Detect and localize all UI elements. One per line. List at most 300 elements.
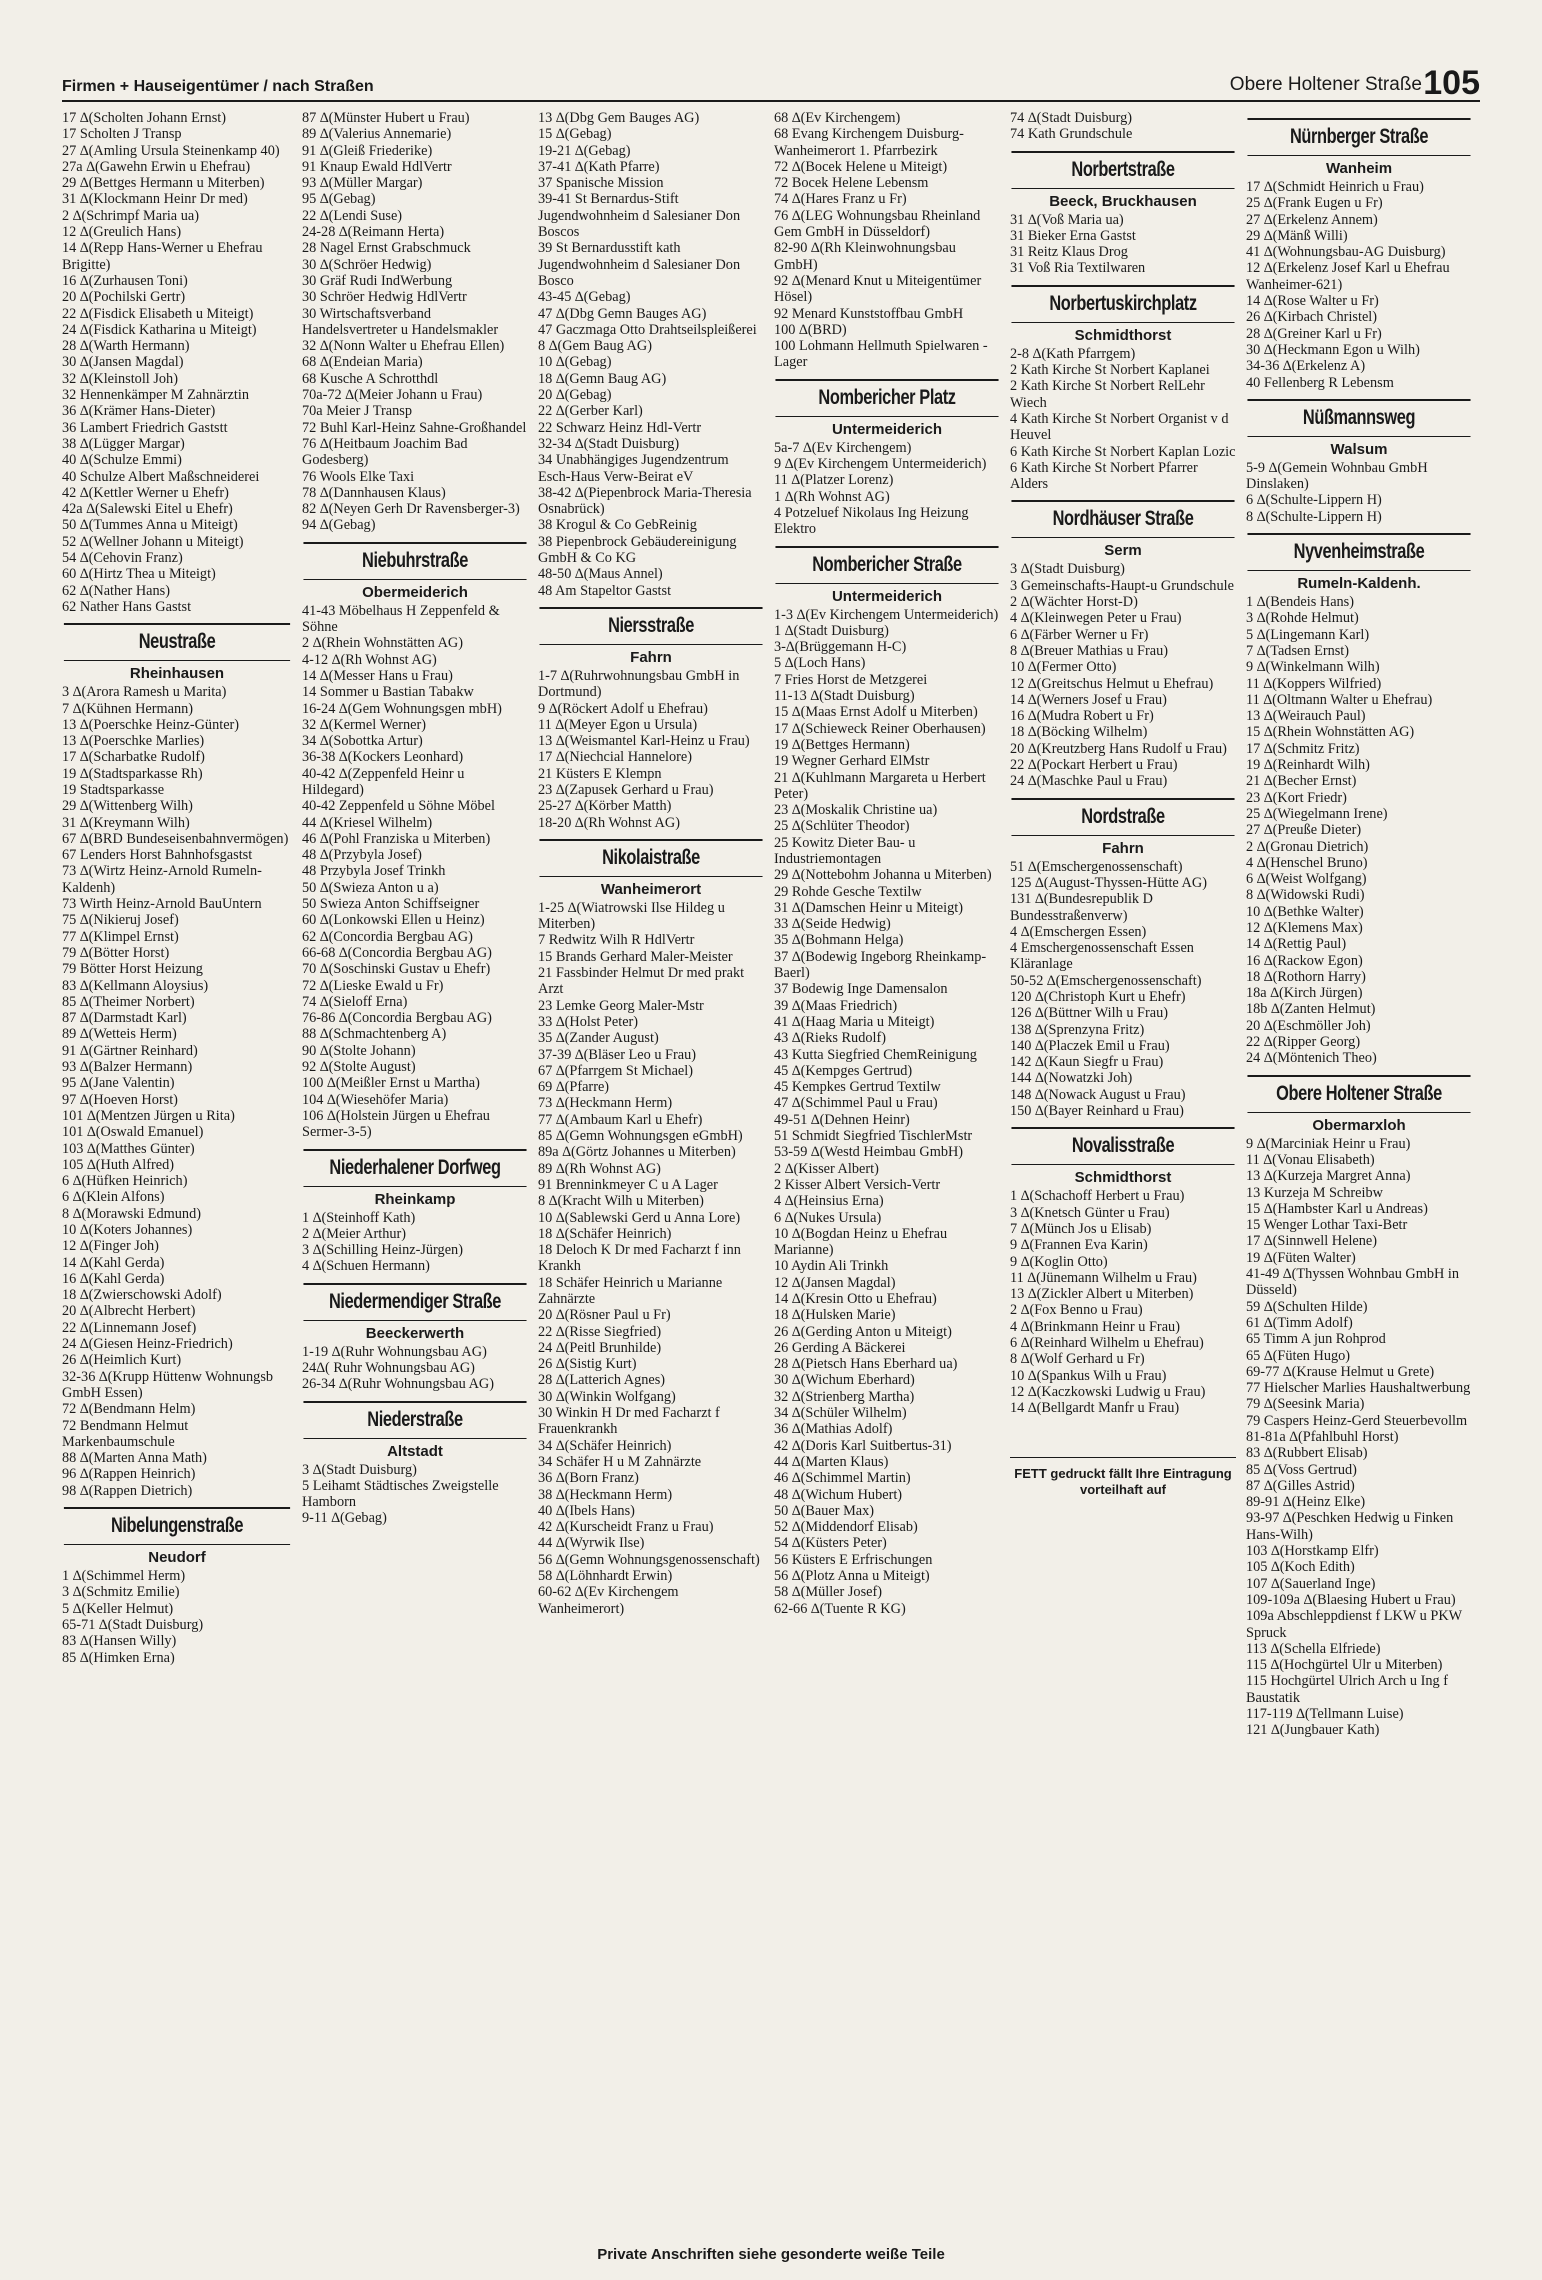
directory-entry: 4 ∆(Emschergen Essen) (1010, 923, 1147, 940)
directory-entry: 21 Fassbinder Helmut Dr med prakt Arzt (538, 965, 745, 998)
directory-entry: 26 ∆(Kirbach Christel) (1246, 309, 1378, 326)
directory-entry: 34 ∆(Schüler Wilhelm) (774, 1405, 907, 1422)
directory-entry: 10 Aydin Ali Trinkh (774, 1258, 889, 1275)
directory-entry: 2 ∆(Fox Benno u Frau) (1010, 1302, 1143, 1319)
directory-entry: 33 ∆(Seide Hedwig) (774, 916, 891, 933)
directory-entry: 6 ∆(Nukes Ursula) (774, 1209, 882, 1226)
street-title: Novalisstraße (1011, 1127, 1234, 1165)
directory-entry: 67 ∆(Pfarrgem St Michael) (538, 1062, 693, 1079)
directory-entry: 1 ∆(Rh Wohnst AG) (774, 488, 890, 505)
directory-entry: 2 Kath Kirche St Norbert RelLehr Wiech (1010, 378, 1205, 411)
directory-entry: 2 ∆(Gronau Dietrich) (1246, 838, 1369, 855)
directory-entry: 38 Krogul & Co GebReinig (538, 517, 697, 534)
directory-entry: 4 ∆(Henschel Bruno) (1246, 854, 1368, 871)
directory-entry: 37 Spanische Mission (538, 175, 664, 192)
directory-entry: 82 ∆(Neyen Gerh Dr Ravensberger-3) (302, 501, 520, 518)
directory-entry: 19-21 ∆(Gebag) (538, 142, 631, 159)
directory-entry: 10 ∆(Koters Johannes) (62, 1222, 193, 1238)
directory-entry: 20 ∆(Eschmöller Joh) (1246, 1017, 1371, 1034)
directory-entry: 106 ∆(Holstein Jürgen u Ehefrau Sermer-3-5) (302, 1107, 490, 1141)
directory-entry: 5 ∆(Loch Hans) (774, 655, 866, 672)
street-title: Niedermendiger Straße (303, 1283, 526, 1321)
district-label: Untermeiderich (831, 420, 943, 438)
directory-entry: 25 ∆(Frank Eugen u Fr) (1246, 195, 1383, 212)
directory-entry: 34 ∆(Schäfer Heinrich) (538, 1437, 672, 1454)
directory-entry: 25 ∆(Schlüter Theodor) (774, 818, 910, 835)
bold-print-note: FETT gedruckt fällt Ihre Eintragung vorteilhaft auf (1010, 1457, 1236, 1498)
directory-entry: 30 ∆(Jansen Magdal) (62, 354, 184, 371)
directory-entry: 50-52 ∆(Emschergenossenschaft) (1010, 972, 1202, 989)
street-title: Niebuhrstraße (303, 542, 526, 580)
directory-entry: 29 Rohde Gesche Textilw (774, 883, 922, 900)
directory-entry: 77 ∆(Klimpel Ernst) (62, 928, 179, 945)
header-left-title: Firmen + Hauseigentümer / nach Straßen (62, 78, 374, 95)
street-block (1010, 500, 1236, 789)
directory-entry: 18a ∆(Kirch Jürgen) (1246, 985, 1363, 1002)
directory-entry: 41 ∆(Haag Maria u Miteigt) (774, 1013, 935, 1030)
directory-entry: 25 ∆(Wiegelmann Irene) (1246, 805, 1388, 822)
directory-entry: 9 ∆(Koglin Otto) (1010, 1253, 1108, 1270)
directory-entry: 107 ∆(Sauerland Inge) (1246, 1575, 1376, 1592)
directory-entry: 30 Gräf Rudi IndWerbung (302, 272, 453, 289)
directory-entry: 87 ∆(Darmstadt Karl) (62, 1010, 187, 1027)
street-title: Nordstraße (1011, 798, 1234, 836)
district-label: Fahrn (1102, 839, 1144, 857)
directory-entry: 79 ∆(Bötter Horst) (62, 944, 170, 961)
directory-entry: 70 ∆(Soschinski Gustav u Ehefr) (302, 961, 491, 978)
directory-entry: 15 ∆(Maas Ernst Adolf u Miterben) (774, 704, 978, 721)
directory-entry: 104 ∆(Wiesehöfer Maria) (302, 1091, 449, 1108)
directory-entry: 10 ∆(Sablewski Gerd u Anna Lore) (538, 1209, 741, 1226)
directory-entry: 34 ∆(Sobottka Artur) (302, 733, 423, 750)
directory-entry: 20 ∆(Kreutzberg Hans Rudolf u Frau) (1010, 740, 1227, 757)
directory-entry: 25-27 ∆(Körber Matth) (538, 798, 672, 815)
directory-entry: 79 ∆(Seesink Maria) (1246, 1396, 1365, 1413)
street-block (774, 546, 1000, 1617)
directory-entry: 76 Wools Elke Taxi (302, 468, 415, 485)
directory-entry: 16 ∆(Rackow Egon) (1246, 952, 1363, 969)
directory-entry: 74 ∆(Sieloff Erna) (302, 993, 408, 1010)
directory-entry: 66-68 ∆(Concordia Bergbau AG) (302, 944, 492, 961)
directory-entry: 38 ∆(Lügger Margar) (62, 435, 185, 452)
directory-entry: 24 ∆(Maschke Paul u Frau) (1010, 773, 1168, 790)
street-block (1246, 1075, 1472, 1739)
directory-entry: 72 Bendmann Helmut Markenbaumschule (62, 1417, 189, 1450)
directory-entry: 68 ∆(Ev Kirchengem) (774, 110, 901, 126)
directory-entry: 22 ∆(Pockart Herbert u Frau) (1010, 757, 1178, 774)
directory-entry: 101 ∆(Mentzen Jürgen u Rita) (62, 1107, 235, 1124)
directory-entry: 67 ∆(BRD Bundeseisenbahnvermögen) (62, 830, 289, 847)
directory-entry: 87 ∆(Gilles Astrid) (1246, 1477, 1355, 1494)
directory-entry: 42 ∆(Kettler Werner u Ehefr) (62, 484, 229, 501)
street-block (1246, 533, 1472, 1067)
directory-entry: 70a Meier J Transp (302, 403, 413, 420)
directory-entry: 39 St Bernardusstift kath Jugendwohnheim d Salesianer Don Bosco (538, 240, 741, 289)
directory-entry: 10 ∆(Bogdan Heinz u Ehefrau Marianne) (774, 1225, 948, 1259)
directory-entry: 87 ∆(Münster Hubert u Frau) (302, 110, 470, 126)
page-header (62, 58, 1480, 102)
directory-entry: 21 ∆(Kuhlmann Margareta u Herbert Peter) (774, 769, 986, 802)
directory-entry: 2 Kath Kirche St Norbert Kaplanei (1010, 362, 1210, 379)
directory-entry: 76-86 ∆(Concordia Bergbau AG) (302, 1010, 492, 1027)
directory-entry: 15 ∆(Rhein Wohnstätten AG) (1246, 724, 1415, 741)
directory-entry: 24 ∆(Giesen Heinz-Friedrich) (62, 1336, 233, 1353)
directory-entry: 56 ∆(Plotz Anna u Miteigt) (774, 1568, 930, 1585)
district-label: Obermarxloh (1312, 1116, 1406, 1134)
street-title: Nyvenheimstraße (1247, 533, 1470, 571)
directory-columns (62, 110, 1480, 2205)
directory-entry: 31 Voß Ria Textilwaren (1010, 260, 1146, 277)
directory-entry: 13 ∆(Kurzeja Margret Anna) (1246, 1168, 1411, 1185)
directory-entry: 20 ∆(Rösner Paul u Fr) (538, 1307, 671, 1324)
directory-entry: 10 ∆(Gebag) (538, 354, 612, 371)
directory-entry: 40 ∆(Schulze Emmi) (62, 452, 182, 469)
directory-column (298, 110, 534, 2205)
directory-entry: 14 ∆(Rose Walter u Fr) (1246, 293, 1379, 310)
street-block (1010, 151, 1236, 277)
directory-entry: 115 Hochgürtel Ulrich Arch u Ing f Baustatik (1246, 1673, 1448, 1706)
directory-entry: 62 Nather Hans Gastst (62, 598, 192, 615)
directory-entry: 2 ∆(Rhein Wohnstätten AG) (302, 635, 464, 652)
directory-entry: 11-13 ∆(Stadt Duisburg) (774, 688, 915, 705)
directory-entry: 50 ∆(Swieza Anton u a) (302, 879, 439, 896)
street-block (774, 110, 1000, 371)
directory-entry: 11 ∆(Vonau Elisabeth) (1246, 1151, 1375, 1168)
directory-entry: 27 ∆(Preuße Dieter) (1246, 822, 1362, 839)
directory-entry: 45 ∆(Kempges Gertrud) (774, 1062, 913, 1079)
directory-entry: 117-119 ∆(Tellmann Luise) (1246, 1706, 1404, 1723)
directory-entry: 103 ∆(Horstkamp Elfr) (1246, 1543, 1379, 1560)
directory-entry: 4-12 ∆(Rh Wohnst AG) (302, 651, 437, 668)
directory-entry: 79 Bötter Horst Heizung (62, 961, 203, 978)
directory-entry: 29 ∆(Mänß Willi) (1246, 227, 1348, 244)
directory-entry: 37 ∆(Bodewig Ingeborg Rheinkamp-Baerl) (774, 948, 987, 982)
directory-entry: 52 ∆(Middendorf Elisab) (774, 1519, 918, 1536)
street-block (302, 542, 528, 1141)
directory-entry: 58 ∆(Müller Josef) (774, 1584, 883, 1601)
street-title: Niersstraße (539, 607, 762, 645)
directory-entry: 12 ∆(Kaczkowski Ludwig u Frau) (1010, 1383, 1206, 1400)
district-label: Rheinhausen (129, 665, 225, 683)
directory-entry: 17 ∆(Schmitz Fritz) (1246, 740, 1360, 757)
directory-entry: 89 ∆(Rh Wohnst AG) (538, 1160, 661, 1177)
street-title: Norbertstraße (1011, 151, 1234, 189)
district-label: Neudorf (148, 1549, 206, 1567)
directory-entry: 85 ∆(Theimer Norbert) (62, 993, 195, 1010)
directory-entry: 3 ∆(Knetsch Günter u Frau) (1010, 1204, 1170, 1221)
directory-entry: 76 ∆(Heitbaum Joachim Bad Godesberg) (302, 435, 468, 469)
directory-entry: 103 ∆(Matthes Günter) (62, 1140, 195, 1157)
directory-column (1006, 110, 1242, 2205)
directory-entry: 6 ∆(Klein Alfons) (62, 1189, 165, 1206)
directory-entry: 48 Przybyla Josef Trinkh (302, 863, 446, 880)
directory-entry: 13 ∆(Poerschke Heinz-Günter) (62, 716, 240, 733)
directory-entry: 31 Bieker Erna Gastst (1010, 227, 1136, 244)
directory-entry: 40 Schulze Albert Maßschneiderei (62, 468, 260, 485)
directory-entry: 105 ∆(Huth Alfred) (62, 1156, 174, 1173)
directory-entry: 54 ∆(Cehovin Franz) (62, 550, 183, 567)
directory-entry: 22 ∆(Fisdick Elisabeth u Miteigt) (62, 305, 254, 322)
directory-entry: 89 ∆(Valerius Annemarie) (302, 126, 452, 143)
district-label: Altstadt (387, 1442, 443, 1460)
directory-entry: 45 Kempkes Gertrud Textilw (774, 1079, 941, 1096)
directory-entry: 32-34 ∆(Stadt Duisburg) (538, 435, 680, 452)
directory-entry: 9 ∆(Ev Kirchengem Untermeiderich) (774, 456, 987, 473)
directory-entry: 36-38 ∆(Kockers Leonhard) (302, 749, 464, 766)
directory-entry: 83 ∆(Hansen Willy) (62, 1633, 177, 1650)
directory-entry: 32 ∆(Strienberg Martha) (774, 1388, 915, 1405)
page-number: 105 (1423, 64, 1480, 102)
district-label: Serm (1104, 542, 1142, 560)
district-label: Rumeln-Kaldenh. (1297, 575, 1421, 593)
directory-entry: 30 Winkin H Dr med Facharzt f Frauenkrankh (538, 1405, 720, 1438)
directory-entry: 32-36 ∆(Krupp Hüttenw Wohnungsb GmbH Essen) (62, 1368, 274, 1401)
directory-entry: 16 ∆(Mudra Robert u Fr) (1010, 708, 1154, 725)
directory-entry: 18-20 ∆(Rh Wohnst AG) (538, 814, 680, 831)
directory-entry: 23 Lemke Georg Maler-Mstr (538, 997, 704, 1014)
directory-entry: 21 ∆(Becher Ernst) (1246, 773, 1357, 790)
directory-entry: 47 Gaczmaga Otto Drahtseilspleißerei (538, 321, 757, 338)
directory-entry: 96 ∆(Rappen Heinrich) (62, 1466, 196, 1483)
directory-entry: 39 ∆(Maas Friedrich) (774, 997, 898, 1014)
directory-entry: 105 ∆(Koch Edith) (1246, 1559, 1355, 1576)
directory-entry: 44 ∆(Wyrwik Ilse) (538, 1535, 645, 1552)
directory-entry: 148 ∆(Nowack August u Frau) (1010, 1086, 1186, 1103)
directory-entry: 42 ∆(Kurscheidt Franz u Frau) (538, 1519, 714, 1536)
directory-entry: 48 Am Stapeltor Gastst (538, 582, 672, 599)
directory-entry: 41-43 Möbelhaus H Zeppenfeld & Söhne (302, 602, 500, 636)
directory-entry: 17 ∆(Scharbatke Rudolf) (62, 749, 205, 766)
directory-entry: 91 ∆(Gleiß Friederike) (302, 142, 433, 159)
directory-entry: 144 ∆(Nowatzki Joh) (1010, 1070, 1133, 1087)
street-block (62, 623, 292, 1499)
directory-entry: 1 ∆(Steinhoff Kath) (302, 1209, 416, 1226)
directory-entry: 40 ∆(Ibels Hans) (538, 1502, 635, 1519)
directory-entry: 18 ∆(Gemn Baug AG) (538, 370, 667, 387)
directory-entry: 14 ∆(Bellgardt Manfr u Frau) (1010, 1400, 1180, 1417)
directory-entry: 5 ∆(Keller Helmut) (62, 1600, 174, 1617)
directory-entry: 5 ∆(Lingemann Karl) (1246, 626, 1370, 643)
directory-entry: 72 Buhl Karl-Heinz Sahne-Großhandel (302, 419, 527, 436)
directory-entry: 3 ∆(Stadt Duisburg) (1010, 561, 1125, 578)
directory-entry: 34 Unabhängiges Jugendzentrum Esch-Haus Verw-Beirat eV (538, 452, 729, 485)
street-title: Nikolaistraße (539, 839, 762, 877)
directory-entry: 37-39 ∆(Bläser Leo u Frau) (538, 1046, 697, 1063)
directory-entry: 27 ∆(Erkelenz Annem) (1246, 211, 1378, 228)
directory-entry: 31 ∆(Damschen Heinr u Miteigt) (774, 899, 964, 916)
header-running-title: Obere Holtener Straße (1229, 74, 1422, 95)
directory-entry: 34-36 ∆(Erkelenz A) (1246, 358, 1366, 375)
directory-entry: 9 ∆(Marciniak Heinr u Frau) (1246, 1135, 1411, 1152)
district-label: Obermeiderich (362, 583, 468, 601)
directory-entry: 131 ∆(Bundesrepublik D Bundesstraßenverw) (1010, 891, 1153, 924)
directory-entry: 83 ∆(Kellmann Aloysius) (62, 977, 209, 994)
directory-entry: 22 ∆(Lendi Suse) (302, 207, 403, 224)
street-title: Nürnberger Straße (1247, 118, 1470, 156)
directory-entry: 31 Reitz Klaus Drog (1010, 244, 1128, 261)
directory-entry: 95 ∆(Jane Valentin) (62, 1075, 175, 1092)
directory-entry: 28 ∆(Latterich Agnes) (538, 1372, 666, 1389)
directory-entry: 30 ∆(Wichum Eberhard) (774, 1372, 915, 1389)
directory-entry: 47 ∆(Schimmel Paul u Frau) (774, 1095, 938, 1112)
directory-entry: 46 ∆(Schimmel Martin) (774, 1470, 911, 1487)
directory-entry: 30 ∆(Heckmann Egon u Wilh) (1246, 341, 1420, 358)
directory-entry: 77 ∆(Ambaum Karl u Ehefr) (538, 1111, 703, 1128)
street-title: Obere Holtener Straße (1247, 1075, 1470, 1113)
directory-entry: 8 ∆(Widowski Rudi) (1246, 887, 1365, 904)
directory-entry: 83 ∆(Rubbert Elisab) (1246, 1445, 1368, 1462)
directory-entry: 6 Kath Kirche St Norbert Pfarrer Alders (1010, 459, 1198, 493)
directory-entry: 40-42 ∆(Zeppenfeld Heinr u Hildegard) (302, 765, 465, 798)
directory-entry: 19 ∆(Bettges Hermann) (774, 736, 910, 753)
street-title: Nombericher Platz (775, 379, 998, 417)
directory-entry: 6 ∆(Weist Wolfgang) (1246, 871, 1367, 888)
directory-entry: 85 ∆(Gemn Wohnungsgen eGmbH) (538, 1128, 743, 1145)
directory-entry: 72 Bocek Helene Lebensm (774, 175, 929, 192)
directory-entry: 4 ∆(Kleinwegen Peter u Frau) (1010, 610, 1182, 627)
directory-entry: 7 Redwitz Wilh R HdlVertr (538, 932, 695, 949)
directory-entry: 6 ∆(Färber Werner u Fr) (1010, 626, 1149, 643)
directory-entry: 2 ∆(Schrimpf Maria ua) (62, 207, 199, 224)
directory-entry: 28 ∆(Warth Hermann) (62, 338, 190, 355)
directory-entry: 3 ∆(Stadt Duisburg) (302, 1461, 417, 1478)
directory-entry: 74 Kath Grundschule (1010, 126, 1133, 143)
directory-entry: 73 ∆(Wirtz Heinz-Arnold Rumeln-Kaldenh) (62, 863, 262, 896)
directory-entry: 93 ∆(Müller Margar) (302, 175, 423, 192)
directory-entry: 78 ∆(Dannhausen Klaus) (302, 484, 446, 501)
directory-entry: 19 ∆(Reinhardt Wilh) (1246, 757, 1370, 774)
directory-entry: 23 ∆(Zapusek Gerhard u Frau) (538, 781, 714, 798)
directory-entry: 92 ∆(Stolte August) (302, 1059, 416, 1076)
directory-entry: 15 Wenger Lothar Taxi-Betr (1246, 1217, 1408, 1234)
directory-entry: 4 Potzeluef Nikolaus Ing Heizung Elektro (774, 504, 969, 538)
directory-entry: 94 ∆(Gebag) (302, 517, 376, 534)
directory-entry: 19 ∆(Füten Walter) (1246, 1249, 1356, 1266)
directory-entry: 42a ∆(Salewski Eitel u Ehefr) (62, 501, 233, 518)
directory-entry: 18 ∆(Zwierschowski Adolf) (62, 1287, 222, 1304)
directory-entry: 8 ∆(Morawski Edmund) (62, 1205, 201, 1222)
directory-entry: 76 ∆(LEG Wohnungsbau Rheinland Gem GmbH in Düsseldorf) (774, 207, 981, 241)
directory-entry: 1-3 ∆(Ev Kirchengem Untermeiderich) (774, 606, 999, 623)
directory-entry: 11 ∆(Koppers Wilfried) (1246, 675, 1382, 692)
directory-entry: 74 ∆(Stadt Duisburg) (1010, 110, 1133, 126)
directory-entry: 34 Schäfer H u M Zahnärzte (538, 1453, 702, 1470)
directory-entry: 13 ∆(Weirauch Paul) (1246, 708, 1366, 725)
directory-entry: 125 ∆(August-Thyssen-Hütte AG) (1010, 874, 1207, 891)
directory-entry: 40 Fellenberg R Lebensm (1246, 374, 1394, 391)
directory-entry: 16 ∆(Kahl Gerda) (62, 1270, 165, 1287)
directory-entry: 93-97 ∆(Peschken Hedwig u Finken Hans-Wilh) (1246, 1510, 1454, 1543)
directory-entry: 31 ∆(Kreymann Wilh) (62, 814, 190, 831)
directory-entry: 62 ∆(Concordia Bergbau AG) (302, 928, 473, 945)
directory-entry: 24 ∆(Fisdick Katharina u Miteigt) (62, 321, 257, 338)
directory-entry: 3 ∆(Schmitz Emilie) (62, 1584, 180, 1601)
directory-entry: 88 ∆(Schmachtenberg A) (302, 1026, 447, 1043)
directory-entry: 8 ∆(Breuer Mathias u Frau) (1010, 642, 1169, 659)
directory-entry: 26 ∆(Gerding Anton u Miteigt) (774, 1323, 952, 1340)
directory-entry: 11 ∆(Platzer Lorenz) (774, 472, 894, 489)
street-block (302, 110, 528, 534)
directory-entry: 26 ∆(Sistig Kurt) (538, 1356, 637, 1373)
directory-entry: 62-66 ∆(Tuente R KG) (774, 1600, 906, 1617)
directory-entry: 4 ∆(Heinsius Erna) (774, 1193, 884, 1210)
directory-entry: 49-51 ∆(Dehnen Heinr) (774, 1111, 910, 1128)
directory-entry: 13 ∆(Dbg Gem Bauges AG) (538, 110, 700, 126)
directory-entry: 30 ∆(Schröer Hedwig) (302, 256, 432, 273)
directory-entry: 51 Schmidt Siegfried TischlerMstr (774, 1128, 973, 1145)
directory-entry: 69-77 ∆(Krause Helmut u Grete) (1246, 1363, 1435, 1380)
street-block (302, 1283, 528, 1393)
directory-entry: 120 ∆(Christoph Kurt u Ehefr) (1010, 988, 1186, 1005)
directory-entry: 7 ∆(Kühnen Hermann) (62, 700, 194, 717)
directory-entry: 17 ∆(Scholten Johann Ernst) (62, 110, 227, 126)
directory-entry: 115 ∆(Hochgürtel Ulr u Miterben) (1246, 1657, 1443, 1674)
directory-entry: 79 Caspers Heinz-Gerd Steuerbevollm (1246, 1412, 1468, 1429)
directory-entry: 22 ∆(Linnemann Josef) (62, 1319, 197, 1336)
directory-entry: 2 Kisser Albert Versich-Vertr (774, 1176, 941, 1193)
directory-entry: 8 ∆(Schulte-Lippern H) (1246, 508, 1382, 525)
directory-entry: 1-7 ∆(Ruhrwohnungsbau GmbH in Dortmund) (538, 667, 740, 701)
directory-entry: 20 ∆(Gebag) (538, 387, 612, 404)
directory-entry: 4 Emschergenossenschaft Essen Kläranlage (1010, 940, 1194, 973)
directory-entry: 9 ∆(Frannen Eva Karin) (1010, 1237, 1148, 1254)
directory-entry: 14 ∆(Kresin Otto u Ehefrau) (774, 1291, 937, 1307)
district-label: Untermeiderich (831, 587, 943, 605)
directory-entry: 13 Kurzeja M Schreibw (1246, 1184, 1383, 1201)
directory-entry: 22 ∆(Gerber Karl) (538, 403, 643, 420)
directory-entry: 12 ∆(Erkelenz Josef Karl u Ehefrau Wanheimer-621) (1246, 260, 1450, 293)
directory-entry: 29 ∆(Nottebohm Johanna u Miterben) (774, 867, 992, 884)
directory-entry: 68 Kusche A Schrotthdl (302, 370, 439, 387)
directory-entry: 77 Hielscher Marlies Haushaltwerbung (1246, 1380, 1471, 1397)
directory-entry: 30 Schröer Hedwig HdlVertr (302, 289, 467, 306)
directory-entry: 75 ∆(Nikieruj Josef) (62, 912, 179, 929)
directory-entry: 56 Küsters E Erfrischungen (774, 1551, 933, 1568)
directory-entry: 48 ∆(Wichum Hubert) (774, 1486, 903, 1503)
directory-entry: 19 Wegner Gerhard ElMstr (774, 753, 930, 770)
directory-entry: 14 ∆(Kahl Gerda) (62, 1254, 165, 1271)
directory-entry: 65 ∆(Füten Hugo) (1246, 1347, 1351, 1364)
district-label: Schmidthorst (1074, 326, 1172, 344)
directory-entry: 101 ∆(Oswald Emanuel) (62, 1124, 204, 1141)
directory-entry: 43 ∆(Rieks Rudolf) (774, 1030, 886, 1047)
directory-entry: 13 ∆(Poerschke Marlies) (62, 733, 205, 750)
directory-entry: 73 Wirth Heinz-Arnold BauUntern (62, 896, 262, 913)
directory-entry: 109-109a ∆(Blaesing Hubert u Frau) (1246, 1591, 1456, 1608)
street-block (302, 1149, 528, 1275)
directory-entry: 33 ∆(Holst Peter) (538, 1013, 639, 1030)
directory-entry: 10 ∆(Bethke Walter) (1246, 903, 1364, 920)
directory-entry: 150 ∆(Bayer Reinhard u Frau) (1010, 1103, 1184, 1120)
directory-entry: 28 ∆(Pietsch Hans Eberhard ua) (774, 1356, 958, 1373)
directory-entry: 26 Gerding A Bäckerei (774, 1339, 906, 1356)
directory-entry: 4 Kath Kirche St Norbert Organist v d Heuvel (1010, 410, 1229, 444)
directory-entry: 113 ∆(Schella Elfriede) (1246, 1640, 1381, 1657)
directory-entry: 32 ∆(Kleinstoll Joh) (62, 370, 178, 387)
directory-entry: 140 ∆(Placzek Emil u Frau) (1010, 1037, 1170, 1054)
street-block (774, 379, 1000, 538)
district-label: Beeck, Bruckhausen (1049, 192, 1197, 210)
directory-entry: 58 ∆(Löhnhardt Erwin) (538, 1568, 673, 1585)
directory-entry: 22 ∆(Risse Siegfried) (538, 1323, 662, 1340)
directory-entry: 17 Scholten J Transp (62, 126, 182, 143)
directory-entry: 18 ∆(Hulsken Marie) (774, 1307, 896, 1324)
directory-entry: 51 ∆(Emschergenossenschaft) (1010, 858, 1183, 875)
directory-entry: 10 ∆(Spankus Wilh u Frau) (1010, 1367, 1167, 1384)
street-block (538, 607, 764, 831)
directory-entry: 48-50 ∆(Maus Annel) (538, 566, 663, 583)
directory-entry: 5a-7 ∆(Ev Kirchengem) (774, 439, 912, 456)
